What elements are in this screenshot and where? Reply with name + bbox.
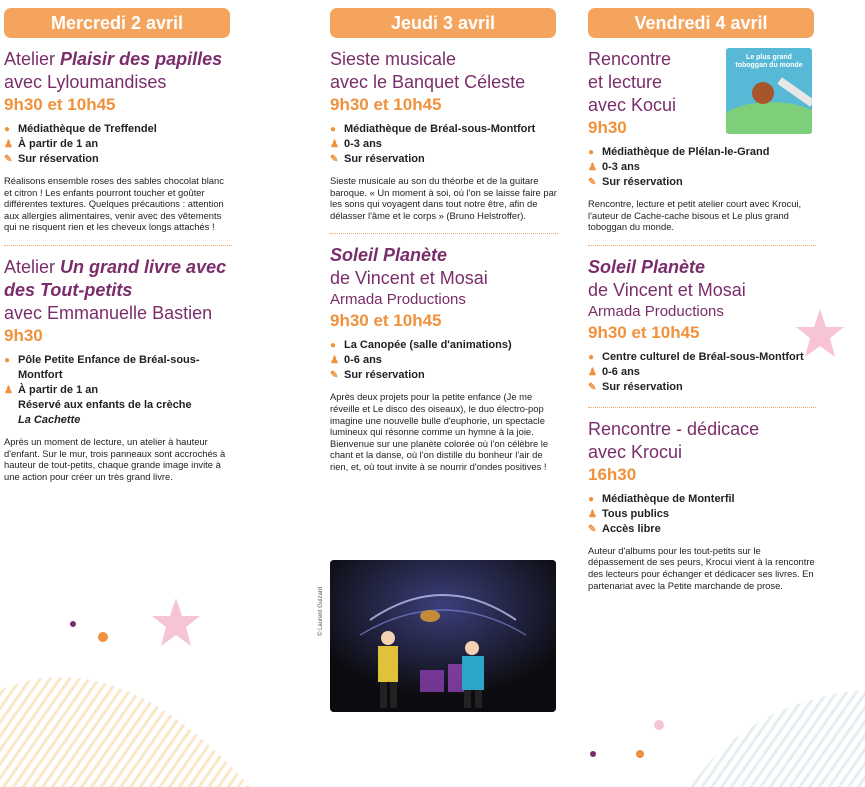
person-icon: ♟ [330, 139, 339, 150]
book-character [752, 82, 774, 104]
event-description: Rencontre, lecture et petit atelier court avec Krocui, l'auteur de Cache-cache bisous et Le plus grand toboggan du monde. [588, 198, 802, 233]
event-age: 0-6 ans [344, 354, 382, 367]
event-soleil-planete [330, 244, 558, 472]
column-wednesday [4, 8, 232, 482]
event-description: Auteur d'albums pour les tout-petits sur le dépassement de ses peurs, Krocui vient à la rencontre des lecteurs pour échanger et dédicacer ses livres. En partenariat avec la Petite marchande de prose. [588, 544, 815, 591]
book-title: Le plus grand toboggan du monde [735, 54, 803, 69]
location-pin-icon: ● [330, 124, 337, 135]
event-description: Après un moment de lecture, un atelier à hauteur d'enfant. Sur le mur, trois panneaux sont accrochés à hauteur de tout-petits, chaque grande image invite à une action pour créer un très grand livre. [4, 435, 226, 482]
stage-photo-illustration [330, 560, 556, 712]
event-time: 9h30 et 10h45 [588, 322, 700, 342]
title-italic: Soleil Planète [330, 245, 448, 266]
person-icon: ♟ [4, 384, 13, 396]
event-title [330, 244, 558, 290]
event-title [330, 48, 558, 94]
decor-dot [98, 632, 108, 642]
column-friday [588, 8, 816, 591]
divider [330, 233, 558, 234]
title-line2: avec Emmanuelle Bastien [4, 302, 213, 323]
title-line3: avec Kocui [588, 95, 677, 115]
event-age: À partir de 1 an [18, 383, 99, 396]
decor-dot [636, 750, 644, 758]
title-prefix: Atelier [4, 49, 61, 69]
event-place: Centre culturel de Bréal-sous-Montfort [602, 350, 804, 363]
event-meta [330, 338, 558, 383]
title-italic: Plaisir des papilles [60, 49, 223, 69]
event-time: 9h30 et 10h45 [330, 95, 442, 114]
event-company: Armada Productions [330, 291, 466, 309]
book-hill [726, 102, 812, 134]
event-time: 9h30 [588, 118, 627, 137]
event-age: À partir de 1 an [18, 138, 99, 150]
event-booking: Sur réservation [344, 153, 425, 165]
location-pin-icon: ● [588, 351, 595, 363]
person-icon: ♟ [588, 162, 597, 173]
title-line1: Rencontre - dédicace [588, 418, 760, 439]
person-icon: ♟ [588, 366, 597, 378]
striped-arc-decoration [0, 650, 260, 787]
event-age: 0-3 ans [344, 138, 382, 150]
event-booking: Sur réservation [344, 369, 425, 382]
event-booking: Accès libre [602, 522, 661, 535]
book-cover [726, 48, 812, 134]
day-header: Vendredi 4 avril [588, 8, 814, 38]
event-place: Médiathèque de Treffendel [18, 123, 157, 135]
event-description: Sieste musicale au son du théorbe et de la guitare baroque. « Un moment à soi, où l'on se laisse faire par les sons qui voyagent dans tout notre être, afin de délasser l'âme et le corps » (Bruno Helstroffer). [330, 175, 557, 221]
title-line2: avec le Banquet Céleste [330, 72, 526, 92]
person-icon: ♟ [4, 139, 13, 150]
event-time: 9h30 [4, 325, 43, 345]
column-thursday [318, 8, 558, 636]
location-pin-icon: ● [4, 354, 11, 366]
event-age: 0-3 ans [602, 161, 640, 173]
event-age: 0-6 ans [602, 365, 640, 378]
event-booking: Sur réservation [602, 380, 683, 393]
striped-arc-decoration [690, 690, 865, 787]
event-meta [4, 353, 232, 428]
title-line1: Sieste musicale [330, 49, 457, 69]
photo-credit: © Laurent Guizard [318, 586, 324, 636]
event-plaisir-papilles [4, 48, 232, 233]
day-header: Jeudi 3 avril [330, 8, 556, 38]
stage-photo [330, 560, 556, 712]
day-header: Mercredi 2 avril [4, 8, 230, 38]
decor-dot [654, 720, 664, 730]
ticket-icon: ✎ [330, 370, 339, 382]
ticket-icon: ✎ [588, 177, 597, 188]
divider [588, 407, 816, 408]
ticket-icon: ✎ [330, 154, 339, 165]
title-line2: avec Krocui [588, 441, 683, 462]
title-line2: et lecture [588, 72, 663, 92]
event-grand-livre [4, 256, 232, 482]
decor-dot [590, 751, 596, 757]
pink-star-icon [150, 596, 202, 648]
location-pin-icon: ● [4, 124, 11, 135]
event-place: Pôle Petite Enfance de Bréal-sous-Montfort [18, 353, 200, 381]
title-line2: avec Lyloumandises [4, 72, 167, 92]
event-sieste-musicale [330, 48, 558, 221]
event-booking: Sur réservation [602, 176, 683, 188]
event-place: Médiathèque de Monterfil [602, 492, 735, 505]
event-description: Réalisons ensemble roses des sables chocolat blanc et citron ! Les enfants pourront toucher et goûter différentes textures. Quelques précautions : attention aux allergies alimentaires, venir avec des vêtements qui ne risquent rien et les cheveux longs attachés ! [4, 175, 224, 233]
title-line2: de Vincent et Mosai [330, 268, 488, 289]
event-place: Médiathèque de Bréal-sous-Montfort [344, 123, 536, 135]
person-icon: ♟ [330, 355, 339, 367]
location-pin-icon: ● [330, 340, 337, 352]
event-place: Médiathèque de Plélan-le-Grand [602, 146, 770, 158]
title-prefix: Atelier [4, 256, 61, 277]
event-age-note: Réservé aux enfants de la crèche [18, 398, 192, 411]
divider [4, 245, 232, 246]
title-italic: Un grand livre avec des Tout-petits [4, 256, 227, 300]
event-meta [588, 145, 816, 190]
event-title [588, 256, 816, 302]
event-soleil-planete-2 [588, 256, 816, 395]
divider [588, 245, 816, 246]
event-title [588, 418, 816, 464]
event-title [4, 256, 232, 325]
event-age: Tous publics [602, 507, 670, 520]
event-time: 9h30 et 10h45 [330, 311, 442, 331]
pink-star-icon [794, 307, 846, 359]
event-title [4, 48, 232, 94]
ticket-icon: ✎ [588, 523, 597, 535]
event-meta [330, 122, 558, 167]
event-place: La Canopée (salle d'animations) [344, 339, 512, 352]
event-meta [588, 492, 816, 537]
event-description: Après deux projets pour la petite enfance (Je me réveille et Le disco des oiseaux), le duo électro-pop imagine une nouvelle bulle d'euphorie, un spectacle lumineux qui résonne comme un hymne à la joie. Bienvenue sur une planète colorée où l'on célèbre le chant et la danse, où l'on distille du bonheur l'air de rien, et, où tout invite à se nourrir d'ondes positives ! [330, 391, 549, 472]
event-meta [588, 350, 816, 395]
event-time: 16h30 [588, 464, 637, 484]
event-age-note-italic: La Cachette [18, 413, 81, 426]
event-company: Armada Productions [588, 302, 724, 320]
person-icon: ♟ [588, 508, 597, 520]
location-pin-icon: ● [588, 493, 595, 505]
location-pin-icon: ● [588, 147, 595, 158]
event-booking: Sur réservation [18, 153, 99, 165]
decor-dot [70, 621, 76, 627]
event-rencontre-dedicace [588, 418, 816, 591]
event-meta [4, 122, 232, 167]
ticket-icon: ✎ [4, 154, 13, 165]
event-time: 9h30 et 10h45 [4, 95, 116, 114]
ticket-icon: ✎ [588, 381, 597, 393]
title-italic: Soleil Planète [588, 256, 706, 277]
title-line1: Rencontre [588, 49, 672, 69]
title-line2: de Vincent et Mosai [588, 279, 746, 300]
